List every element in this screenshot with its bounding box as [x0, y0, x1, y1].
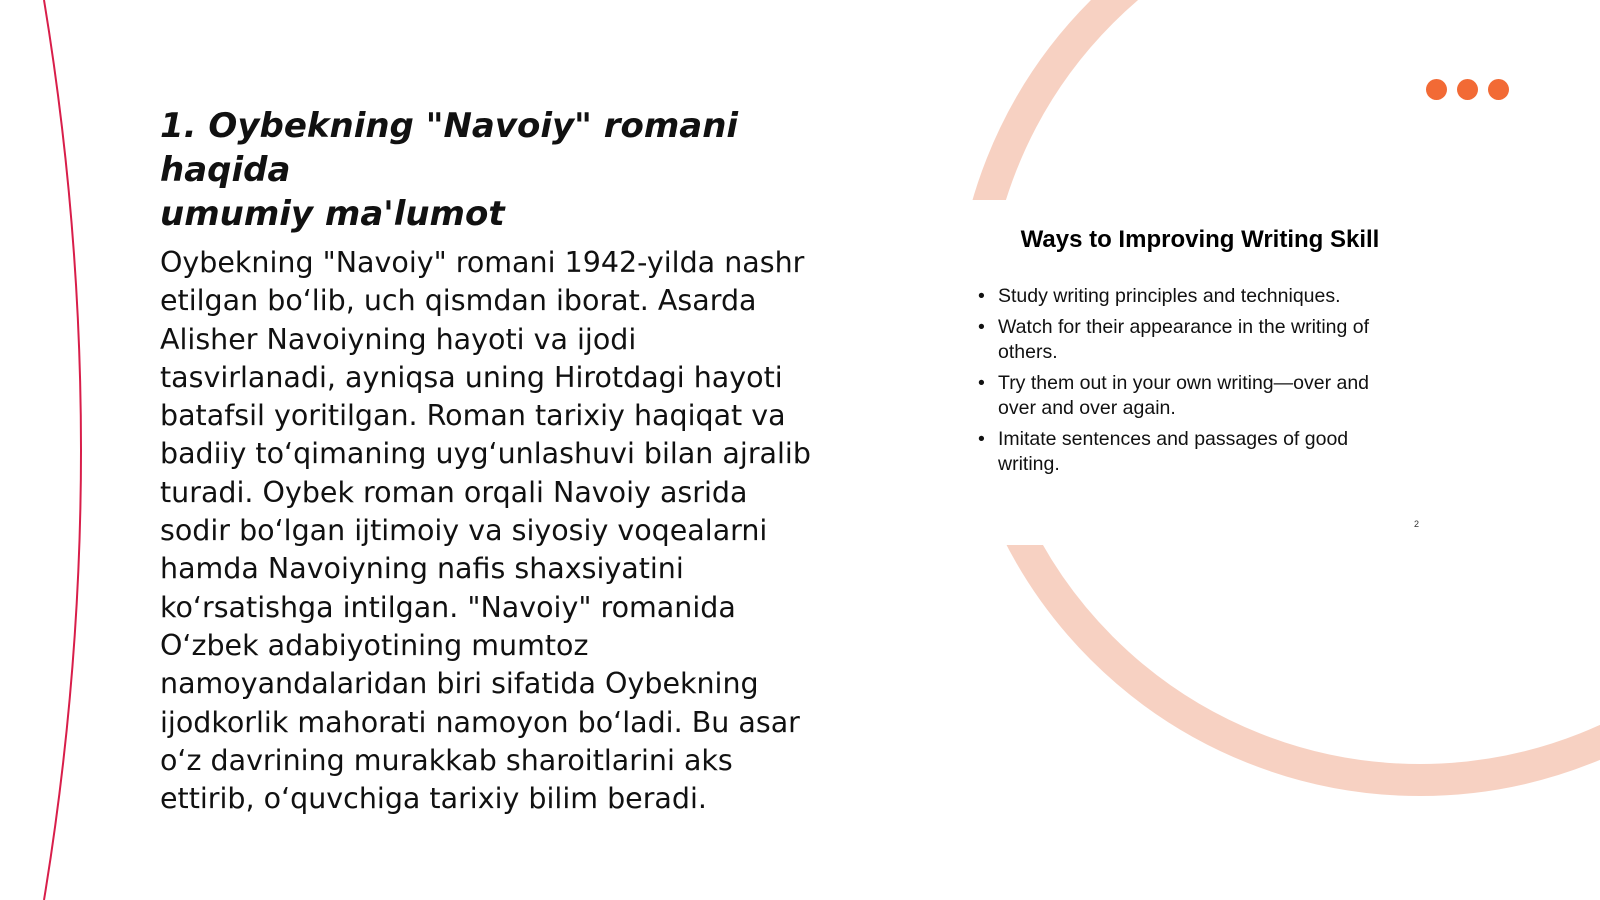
bullet-icon: •: [978, 285, 985, 307]
left-curve-line: [44, 0, 81, 900]
list-item: [978, 371, 1408, 422]
embedded-slide: [940, 200, 1440, 545]
three-dots-icon: [1426, 79, 1516, 101]
bullet-icon: •: [978, 371, 985, 394]
list-item-text: Imitate sentences and passages of good writing.: [998, 427, 1349, 475]
slide-title: 1. Oybekning "Navoiy" romani haqida umumiy ma'lumot: [160, 106, 739, 234]
embedded-page-number: 2: [1414, 519, 1420, 529]
embedded-slide-title: Ways to Improving Writing Skill: [1020, 226, 1380, 253]
list-item: [978, 284, 1408, 310]
dot-icon: [1488, 79, 1509, 100]
dot-icon: [1426, 79, 1447, 100]
list-item-text: Try them out in your own writing—over and over and over again.: [998, 371, 1370, 419]
slide-body-text: Oybekning "Navoiy" romani 1942-yilda nashr etilgan bo‘lib, uch qismdan iborat. Asarda Alisher Navoiyning hayoti va ijodi tasvirlanadi, ayniqsa uning Hirotdagi hayoti batafsil yoritilgan. Roman tarixiy haqiqat va badiiy to‘qimaning uyg‘unlashuvi bilan ajralib turadi. Oybek roman orqali Navoiy asrida sodir bo‘lgan ijtimoiy va siyosiy voqealarni hamda Navoiyning nafis shaxsiyatini ko‘rsatishga intilgan. "Navoiy" romanida O‘zbek adabiyotining mumtoz namoyandalaridan biri sifatida Oybekning ijodkorlik mahorati namoyon bo‘ladi. Bu asar o‘z davrining murakkab sharoitlarini aks ettirib, o‘quvchiga tarixiy bilim beradi.: [160, 246, 811, 816]
bullet-icon: •: [978, 427, 985, 450]
dot-icon: [1457, 79, 1478, 100]
list-item-text: Study writing principles and techniques.: [998, 285, 1341, 307]
list-item: [978, 427, 1408, 478]
bullet-icon: •: [978, 315, 985, 338]
list-item-text: Watch for their appearance in the writing of others.: [998, 315, 1370, 363]
list-item: [978, 315, 1408, 366]
embedded-bullet-list: [978, 284, 1408, 483]
